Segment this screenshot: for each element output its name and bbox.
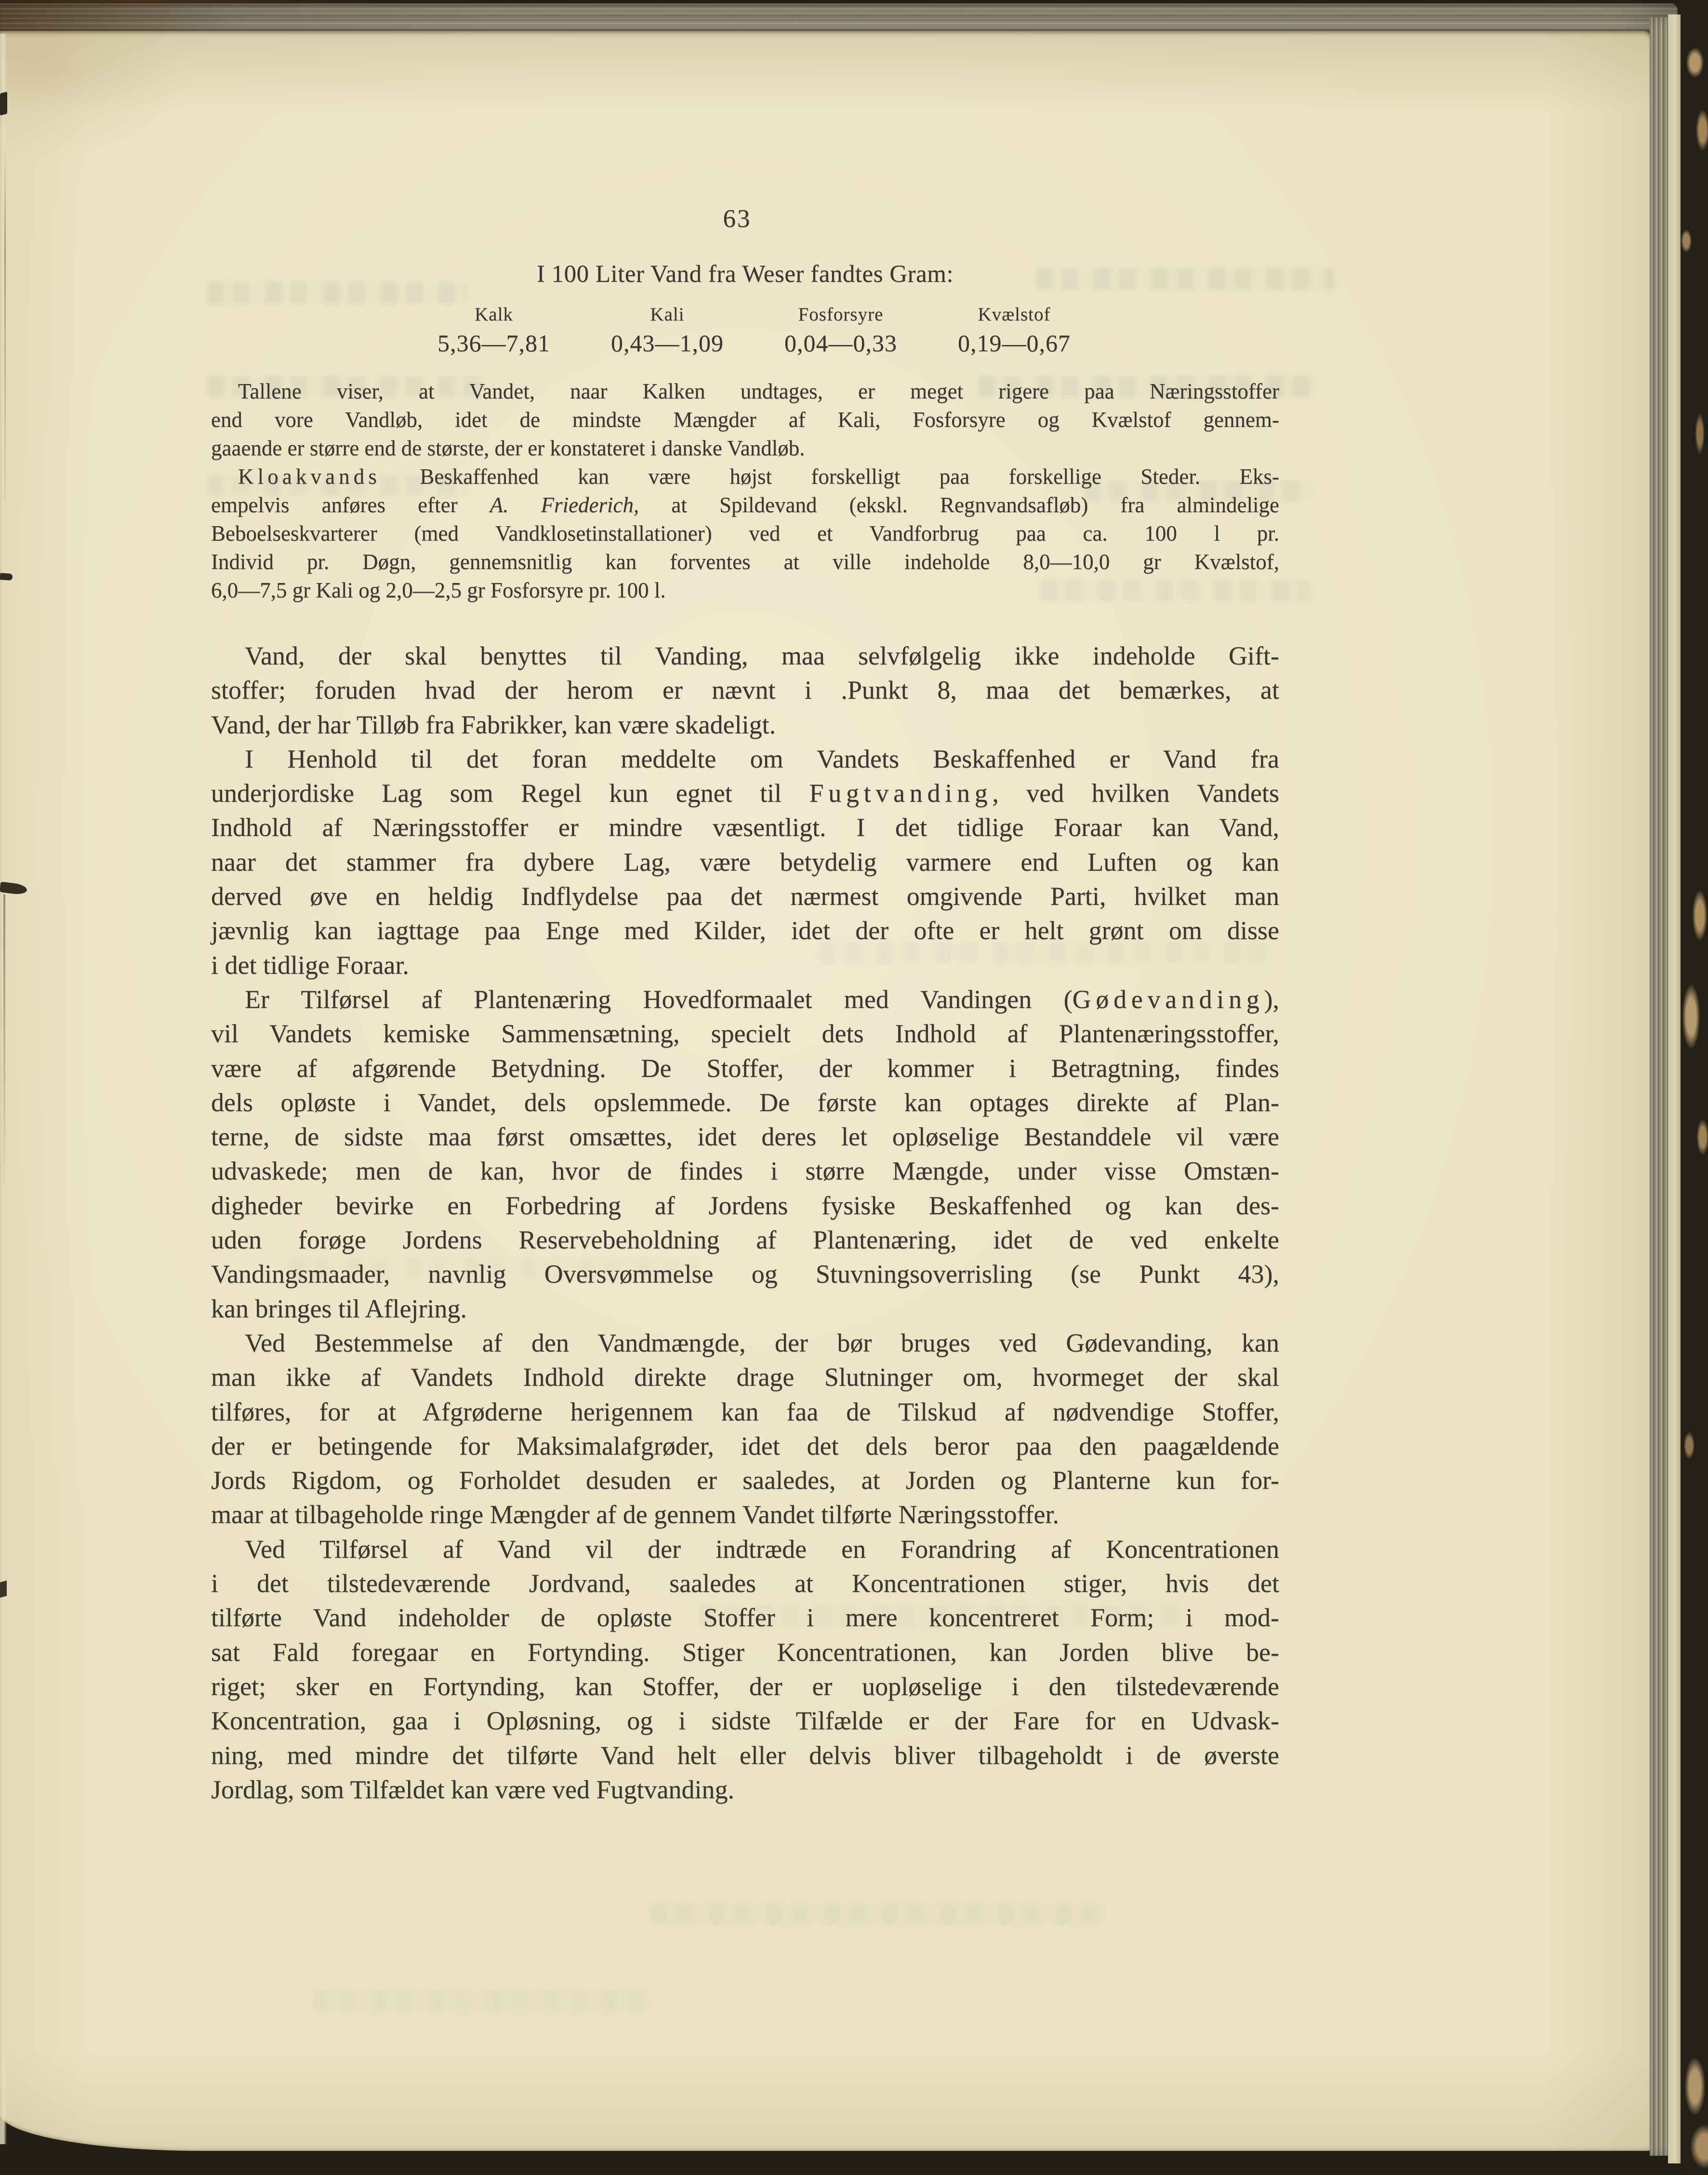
text-line: der er betingende for Maksimalafgrøder, idet det dels beror paa den paagældende xyxy=(211,1431,1279,1460)
text-segment: underjordiske Lag som Regel kun egnet til xyxy=(211,779,809,808)
text-line: digheder bevirke en Forbedring af Jordens fysiske Beskaffenhed og kan des- xyxy=(211,1191,1279,1220)
text-line: Jords Rigdom, og Forholdet desuden er saaledes, at Jorden og Planterne kun for- xyxy=(211,1466,1279,1495)
table-column xyxy=(956,304,1072,357)
table-column xyxy=(783,304,899,357)
text-line: være af afgørende Betydning. De Stoffer, der kommer i Betragtning, findes xyxy=(211,1053,1279,1083)
text-line: kan bringes til Aflejring. xyxy=(211,1294,467,1323)
body-paragraphs xyxy=(211,639,1279,1807)
text-line: 6,0—7,5 gr Kali og 2,0—2,5 gr Fosforsyre pr. 100 l. xyxy=(211,578,666,602)
paragraph xyxy=(211,742,1279,982)
column-header: Kali xyxy=(650,304,685,325)
text-line: Vandingsmaader, navnlig Oversvømmelse og Stuvningsoverrisling (se Punkt 43), xyxy=(211,1260,1279,1289)
text-line: naar det stammer fra dybere Lag, være betydelig varmere end Luften og kan xyxy=(211,847,1279,876)
text-line xyxy=(211,491,1279,519)
letterspaced-text: Kloakvands xyxy=(238,464,381,489)
text-line: Vand, der har Tilløb fra Fabrikker, kan være skadeligt. xyxy=(211,710,776,739)
text-line: Ved Bestemmelse af den Vandmængde, der bør bruges ved Gødevanding, kan xyxy=(245,1328,1279,1357)
text-segment: at Spildevand (ekskl. Regnvandsafløb) fra almindelige xyxy=(639,493,1279,517)
table-column xyxy=(609,304,725,357)
letterspaced-text: Fugtvanding xyxy=(809,779,993,808)
book-page-edges-top xyxy=(0,3,1678,33)
paragraph xyxy=(211,1326,1279,1532)
text-line: Tallene viser, at Vandet, naar Kalken undtages, er meget rigere paa Næringsstoffer xyxy=(238,379,1279,403)
table-column xyxy=(436,304,552,357)
text-line: Individ pr. Døgn, gennemsnitlig kan forventes at ville indeholde 8,0—10,0 gr Kvælstof, xyxy=(211,550,1279,574)
text-line: terne, de sidste maa først omsættes, idet deres let opløselige Bestanddele vil være xyxy=(211,1122,1279,1152)
text-line: i det tidlige Foraar. xyxy=(211,950,409,980)
column-value: 0,19—0,67 xyxy=(958,330,1071,357)
book-cover-right xyxy=(1681,0,1708,2175)
showthrough-smudge xyxy=(650,1903,1108,1925)
text-line: ning, med mindre det tilførte Vand helt eller delvis bliver tilbageholdt i de øverste xyxy=(211,1740,1279,1770)
text-line: uden forøge Jordens Reservebeholdning af Plantenæring, idet de ved enkelte xyxy=(211,1225,1279,1255)
text-line: vil Vandets kemiske Sammensætning, specielt dets Indhold af Plantenæringsstoffer, xyxy=(211,1019,1279,1048)
text-line: derved øve en heldig Indflydelse paa det nærmest omgivende Parti, hvilket man xyxy=(211,882,1279,911)
text-line: tilførte Vand indeholder de opløste Stoffer i mere koncentreret Form; i mod- xyxy=(211,1603,1279,1632)
page-number: 63 xyxy=(723,205,752,233)
text-line: Jordlag, som Tilfældet kan være ved Fugtvanding. xyxy=(211,1775,734,1804)
text-line: stoffer; foruden hvad der herom er nævnt i .Punkt 8, maa det bemærkes, at xyxy=(211,676,1279,705)
book-page-edges-right xyxy=(1650,17,1669,2156)
text-line: man ikke af Vandets Indhold direkte drage Slutninger om, hvormeget der skal xyxy=(211,1363,1279,1392)
column-header: Kalk xyxy=(475,304,513,325)
intro-paragraphs xyxy=(211,377,1279,605)
text-line: Koncentration, gaa i Opløsning, og i sidste Tilfælde er der Fare for en Udvask- xyxy=(211,1706,1279,1736)
italic-text: A. Friederich, xyxy=(490,493,639,517)
text-segment: Beskaffenhed kan være højst forskelligt paa forskellige Steder. Eks- xyxy=(380,464,1279,489)
paragraph xyxy=(211,639,1279,742)
edge-blemish xyxy=(0,92,7,116)
text-line: Indhold af Næringsstoffer er mindre væsentligt. I det tidlige Foraar kan Vand, xyxy=(211,813,1279,842)
text-line: Ved Tilførsel af Vand vil der indtræde en Forandring af Koncentrationen xyxy=(245,1534,1279,1564)
text-segment: ), xyxy=(1264,984,1279,1014)
text-line xyxy=(211,982,1279,1017)
text-line xyxy=(211,463,1279,491)
edge-blemish xyxy=(0,1580,7,1598)
column-value: 5,36—7,81 xyxy=(437,330,550,357)
text-segment: , ved hvilken Vandets xyxy=(992,779,1280,808)
text-line: gaaende er større end de største, der er konstateret i danske Vandløb. xyxy=(211,436,805,460)
paragraph xyxy=(211,377,1279,463)
text-line: Beboelseskvarterer (med Vandklosetinstallationer) ved et Vandforbrug paa ca. 100 l pr. xyxy=(211,521,1279,545)
text-line: Vand, der skal benyttes til Vanding, maa selvfølgelig ikke indeholde Gift- xyxy=(245,641,1279,670)
text-line: jævnlig kan iagttage paa Enge med Kilder, idet der ofte er helt grønt om disse xyxy=(211,916,1279,945)
text-line: tilføres, for at Afgrøderne herigennem kan faa de Tilskud af nødvendige Stoffer, xyxy=(211,1397,1279,1426)
column-value: 0,04—0,33 xyxy=(784,330,897,357)
book-page-edges-right-inner xyxy=(1668,14,1682,2163)
book-page xyxy=(0,31,1653,2151)
text-line: end vore Vandløb, idet de mindste Mængder af Kali, Fosforsyre og Kvælstof gennem- xyxy=(211,408,1279,432)
paragraph xyxy=(211,463,1279,605)
letterspaced-text: Gødevanding xyxy=(1072,984,1264,1014)
paragraph xyxy=(211,1532,1279,1807)
water-analysis-table xyxy=(436,304,1072,357)
text-line: i det tilstedeværende Jordvand, saaledes at Koncentrationen stiger, hvis det xyxy=(211,1569,1279,1598)
column-header: Kvælstof xyxy=(978,304,1051,325)
showthrough-smudge xyxy=(313,1990,650,2012)
text-line: sat Fald foregaar en Fortynding. Stiger Koncentrationen, kan Jorden blive be- xyxy=(211,1637,1279,1667)
page-crease-line xyxy=(3,894,5,1183)
section-heading: I 100 Liter Vand fra Weser fandtes Gram: xyxy=(536,261,954,288)
text-line: dels opløste i Vandet, dels opslemmede. De første kan optages direkte af Plan- xyxy=(211,1088,1279,1117)
column-value: 0,43—1,09 xyxy=(611,330,724,357)
text-line: I Henhold til det foran meddelte om Vandets Beskaffenhed er Vand fra xyxy=(245,744,1279,773)
text-segment: empelvis anføres efter xyxy=(211,493,490,517)
column-header: Fosforsyre xyxy=(798,304,884,325)
text-line: maar at tilbageholde ringe Mængder af de gennem Vandet tilførte Næringsstoffer. xyxy=(211,1500,1059,1529)
text-line xyxy=(211,776,1279,810)
page-crease-line xyxy=(4,145,6,501)
text-segment: Er Tilførsel af Plantenæring Hovedformaalet med Vandingen ( xyxy=(245,984,1072,1014)
text-line: riget; sker en Fortynding, kan Stoffer, der er uopløselige i den tilstedeværende xyxy=(211,1671,1279,1701)
text-line: udvaskede; men de kan, hvor de findes i større Mængde, under visse Omstæn- xyxy=(211,1156,1279,1186)
paragraph xyxy=(211,982,1279,1326)
edge-blemish xyxy=(0,573,13,581)
